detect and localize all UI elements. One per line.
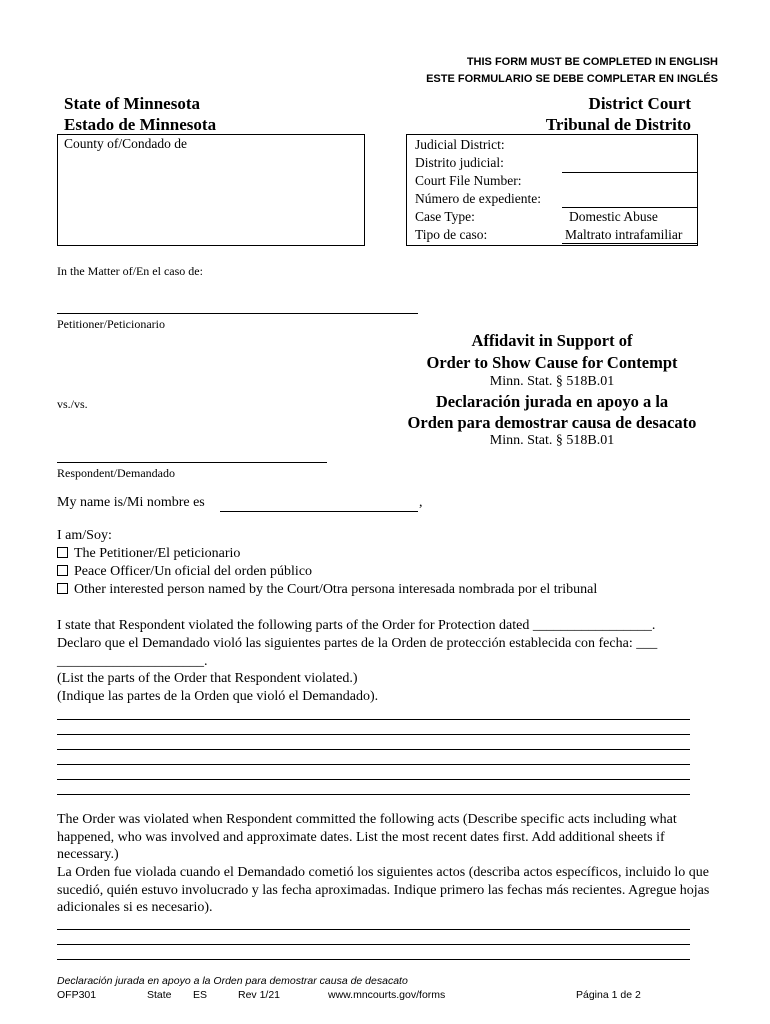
violated-parts-line[interactable]	[57, 779, 690, 780]
my-name-comma: ,	[419, 495, 423, 510]
county-box[interactable]	[57, 134, 365, 246]
case-info-box	[406, 134, 698, 246]
tipo-caso-value: Maltrato intrafamiliar	[565, 227, 683, 242]
state-violation-es: Declaro que el Demandado violó las siguientes partes de la Orden de protección establecida con fecha: ___	[57, 636, 658, 651]
respondent-line[interactable]	[57, 462, 327, 463]
checkbox-petitioner[interactable]	[57, 547, 68, 558]
my-name-input-line[interactable]	[220, 511, 418, 512]
tipo-caso-label: Tipo de caso:	[415, 227, 488, 242]
list-parts-en: (List the parts of the Order that Respondent violated.)	[57, 671, 358, 686]
footer-page: Página 1 de 2	[576, 989, 641, 1001]
file-number-input-line[interactable]	[562, 207, 697, 208]
footer-state: State	[147, 989, 172, 1001]
petitioner-label: Petitioner/Peticionario	[57, 317, 165, 331]
violated-parts-line[interactable]	[57, 749, 690, 750]
footer-form-number: OFP301	[57, 989, 97, 1001]
option-petitioner[interactable]	[57, 546, 240, 562]
spanish-notice: ESTE FORMULARIO SE DEBE COMPLETAR EN INGLÉS	[426, 73, 718, 85]
english-notice: THIS FORM MUST BE COMPLETED IN ENGLISH	[466, 56, 718, 68]
checkbox-other[interactable]	[57, 583, 68, 594]
court-es: Tribunal de Distrito	[545, 115, 691, 134]
court-en: District Court	[588, 94, 691, 113]
title-line4: Orden para demostrar causa de desacato	[407, 413, 697, 432]
judicial-district-label: Judicial District:	[415, 137, 505, 152]
my-name-label: My name is/Mi nombre es	[57, 495, 205, 510]
district-input-line[interactable]	[562, 172, 697, 173]
respondent-label: Respondent/Demandado	[57, 466, 175, 480]
case-type-value: Domestic Abuse	[569, 209, 658, 224]
option-officer[interactable]	[57, 564, 312, 580]
acts-line[interactable]	[57, 929, 690, 930]
state-violation-en: I state that Respondent violated the following parts of the Order for Protection dated _________________.	[57, 618, 656, 633]
violated-parts-line[interactable]	[57, 794, 690, 795]
distrito-judicial-label: Distrito judicial:	[415, 155, 504, 170]
state-es: Estado de Minnesota	[64, 115, 217, 134]
petitioner-line[interactable]	[57, 313, 418, 314]
footer-lang: ES	[193, 989, 208, 1001]
vs-label: vs./vs.	[57, 397, 88, 411]
state-violation-es-cont: _____________________.	[57, 654, 208, 669]
in-the-matter: In the Matter of/En el caso de:	[57, 264, 203, 278]
numero-expediente-label: Número de expediente:	[415, 191, 541, 206]
state-en: State of Minnesota	[64, 94, 200, 113]
checkbox-officer[interactable]	[57, 565, 68, 576]
acts-line[interactable]	[57, 959, 690, 960]
title-line1: Affidavit in Support of	[471, 331, 633, 350]
violated-parts-line[interactable]	[57, 764, 690, 765]
court-file-number-label: Court File Number:	[415, 173, 522, 188]
option-petitioner-label: The Petitioner/El peticionario	[74, 546, 241, 561]
case-type-label: Case Type:	[415, 209, 475, 224]
option-other[interactable]	[57, 582, 597, 598]
option-other-label: Other interested person named by the Court/Otra persona interesada nombrada por el tribunal	[74, 582, 598, 597]
violated-parts-line[interactable]	[57, 719, 690, 720]
footer-rev: Rev 1/21	[238, 989, 281, 1001]
acts-es: La Orden fue violada cuando el Demandado cometió los siguientes actos (describa actos específicos, incluido lo que sucedió, quién estuvo involucrado y las fecha aproximadas. Indique primero las fechas más recientes. Agregue hojas adicionales si es necesario).	[57, 865, 710, 915]
title-line3: Declaración jurada en apoyo a la	[435, 392, 669, 411]
footer-title: Declaración jurada en apoyo a la Orden para demostrar causa de desacato	[57, 975, 408, 987]
option-officer-label: Peace Officer/Un oficial del orden público	[74, 564, 313, 579]
i-am-label: I am/Soy:	[57, 528, 112, 543]
statute-1: Minn. Stat. § 518B.01	[489, 374, 615, 389]
violated-parts-line[interactable]	[57, 734, 690, 735]
acts-line[interactable]	[57, 944, 690, 945]
statute-2: Minn. Stat. § 518B.01	[489, 433, 615, 448]
title-line2: Order to Show Cause for Contempt	[426, 353, 678, 372]
case-type-line	[562, 243, 697, 244]
footer-url[interactable]: www.mncourts.gov/forms	[328, 989, 446, 1001]
list-parts-es: (Indique las partes de la Orden que violó el Demandado).	[57, 689, 379, 704]
acts-en: The Order was violated when Respondent committed the following acts (Describe specific acts including what happened, who was involved and approximate dates. List the most recent dates first. Add additional sheets if necessary.)	[57, 812, 677, 862]
county-label: County of/Condado de	[64, 136, 187, 151]
